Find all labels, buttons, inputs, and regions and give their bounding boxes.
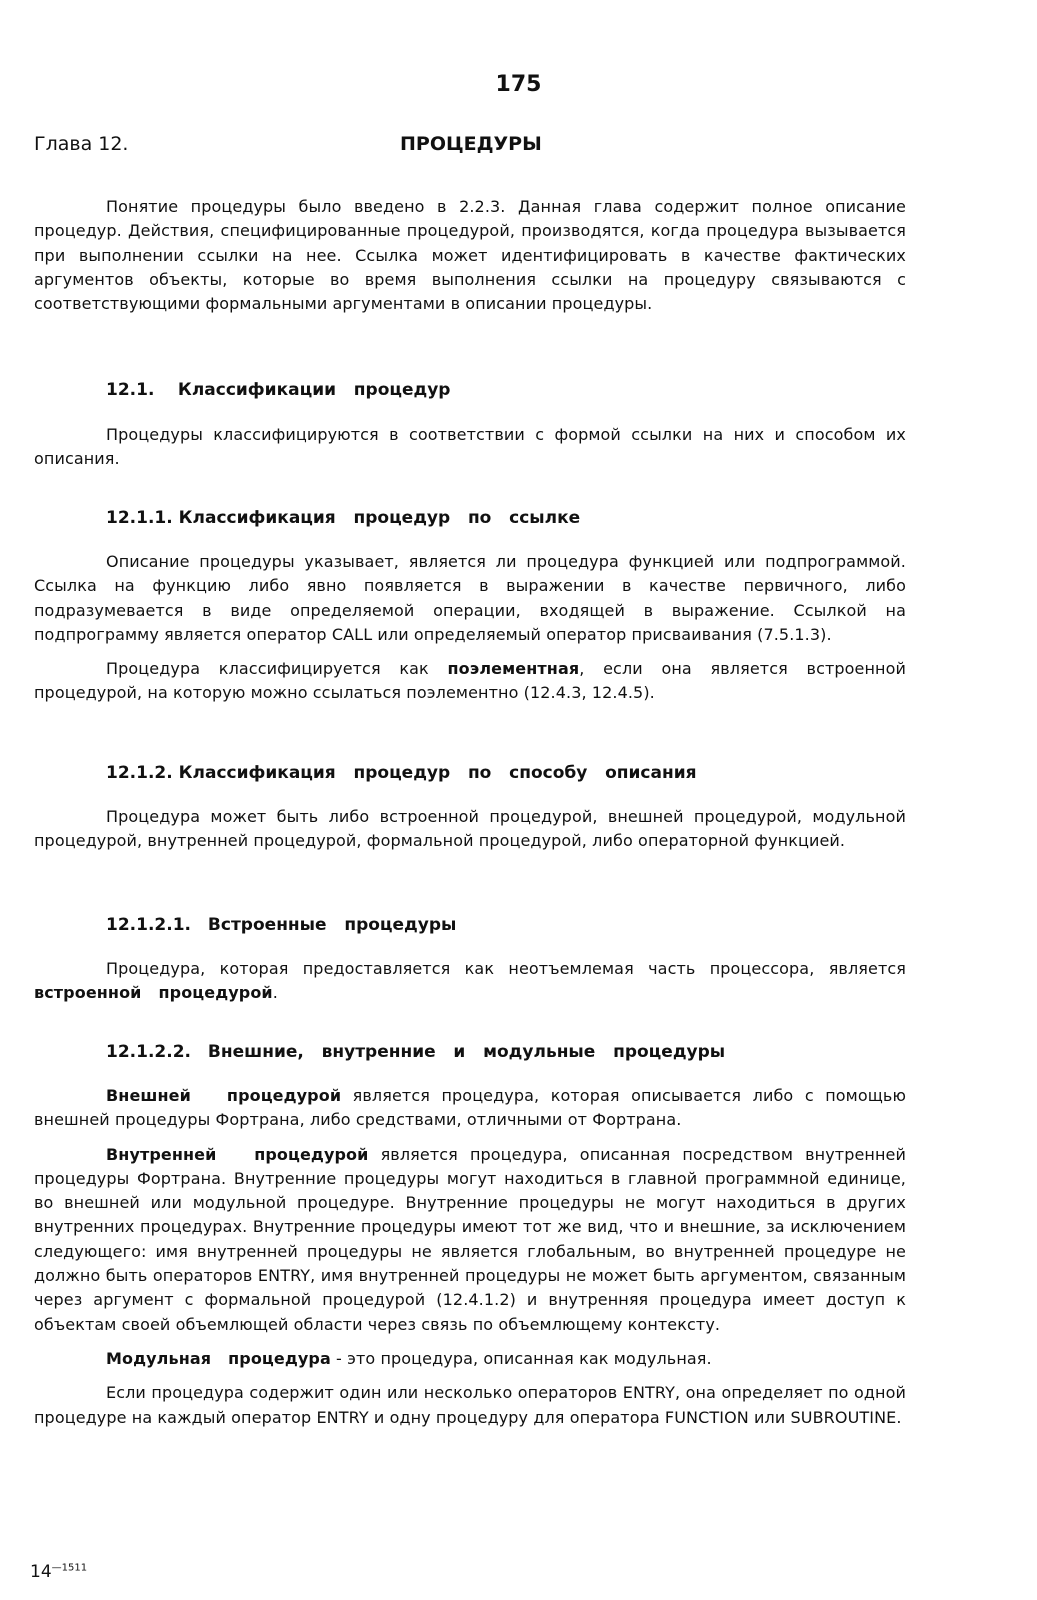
signature-suffix: —1511: [51, 1562, 88, 1574]
text-run: является процедура, которая описывается либо с помощью внешней процедуры Фортрана, либо средствами, отличными от Фортрана.: [34, 1086, 907, 1130]
text-run: Процедура, которая предоставляется как неотъемлемая часть процессора, является: [106, 959, 906, 978]
printer-signature: [30, 1562, 87, 1582]
chapter-label: Глава 12.: [34, 133, 129, 155]
section-12-1-2-2-body: [34, 1084, 906, 1430]
signature-number: 14: [30, 1562, 52, 1582]
intro-block: [34, 195, 906, 316]
section-title: Внешние, внутренние и модульные процедуры: [207, 1042, 726, 1062]
section-12-1-2-body: [34, 805, 906, 854]
section-12-1-2-heading: [106, 763, 697, 783]
term-bold: встроенной процедурой: [34, 983, 273, 1003]
section-paragraph: [34, 657, 906, 706]
section-number: 12.1.: [106, 380, 155, 400]
section-paragraph: Если процедура содержит один или несколько операторов ENTRY, она определяет по одной процедуре на каждый оператор ENTRY и одну процедуру для оператора FUNCTION или SUBROUTINE.: [34, 1383, 906, 1427]
section-number: 12.1.2.1.: [106, 915, 191, 935]
section-12-1-2-1-body: [34, 957, 906, 1006]
section-number: 12.1.1.: [106, 508, 173, 528]
intro-paragraph: Понятие процедуры было введено в 2.2.3. Данная глава содержит полное описание процедур. Действия, специфицированные процедурой, производятся, когда процедура вызывается при выполнении ссылки на нее. Ссылка может идентифицировать в качестве фактических аргументов объекты, которые во время выполнения ссылки на процедуру связываются с соответствующими формальными аргументами в описании процедуры.: [34, 197, 906, 314]
text-run: , если она является встроенной процедурой, на которую можно ссылаться поэлементно (12.4.3, 12.4.5).: [34, 659, 906, 703]
text-run: - это процедура, описанная как модульная.: [330, 1348, 712, 1368]
section-number: 12.1.2.: [106, 763, 173, 783]
text-run: .: [272, 983, 278, 1003]
term-bold: Внешней процедурой: [106, 1086, 342, 1105]
term-bold: Внутренней процедурой: [106, 1144, 369, 1164]
section-paragraph: Процедуры классифицируются в соответствии с формой ссылки на них и способом их описания.: [34, 425, 906, 469]
section-12-1-heading: [106, 380, 450, 400]
section-paragraph: Описание процедуры указывает, является ли процедура функцией или подпрограммой. Ссылка на функцию либо явно появляется в выражении в качестве первичного, либо подразумевается в виде определяемой операции, входящей в выражение. Ссылкой на подпрограмму является оператор CALL или определяемый оператор присваивания (7.5.1.3).: [34, 552, 906, 644]
section-12-1-1-heading: [106, 508, 580, 528]
section-12-1-2-2-heading: [106, 1042, 725, 1062]
chapter-header: [34, 133, 914, 163]
section-title: Классификация процедур по ссылке: [178, 508, 581, 528]
section-12-1-2-1-heading: [106, 915, 456, 935]
text-run: Процедура классифицируется как: [106, 659, 448, 679]
chapter-title: ПРОЦЕДУРЫ: [400, 133, 542, 155]
section-12-1-1-body: [34, 550, 906, 706]
section-paragraph: Процедура может быть либо встроенной процедурой, внешней процедурой, модульной процедурой, внутренней процедурой, формальной процедурой, либо операторной функцией.: [34, 807, 906, 851]
text-run: является процедура, описанная посредством внутренней процедуры Фортрана. Внутренние процедуры могут находиться в главной программной единице, во внешней или модульной процедуре. Внутренние процедуры не могут находиться в других внутренних процедурах. Внутренние процедуры имеют тот же вид, что и внешние, за исключением следующего: имя внутренней процедуры не является глобальным, во внутренней процедуре не должно быть операторов ENTRY, имя внутренней процедуры не может быть аргументом, связанным через аргумент с формальной процедурой (12.4.1.2) и внутренняя процедура имеет доступ к объектам своей объемлющей области через связь по объемлющему контексту.: [34, 1144, 906, 1334]
term-bold: Модульная процедура: [106, 1348, 331, 1368]
section-title: Классификация процедур по способу описания: [178, 763, 697, 783]
section-12-1-body: [34, 423, 906, 472]
term-bold: поэлементная: [447, 659, 580, 679]
section-paragraph: [34, 1084, 906, 1133]
section-title: Встроенные процедуры: [207, 915, 457, 935]
section-paragraph: [34, 957, 906, 1006]
section-title: Классификации процедур: [177, 380, 451, 400]
page-number: 175: [495, 72, 542, 97]
section-number: 12.1.2.2.: [106, 1042, 191, 1062]
section-paragraph: [34, 1143, 906, 1337]
section-paragraph: [34, 1347, 906, 1371]
